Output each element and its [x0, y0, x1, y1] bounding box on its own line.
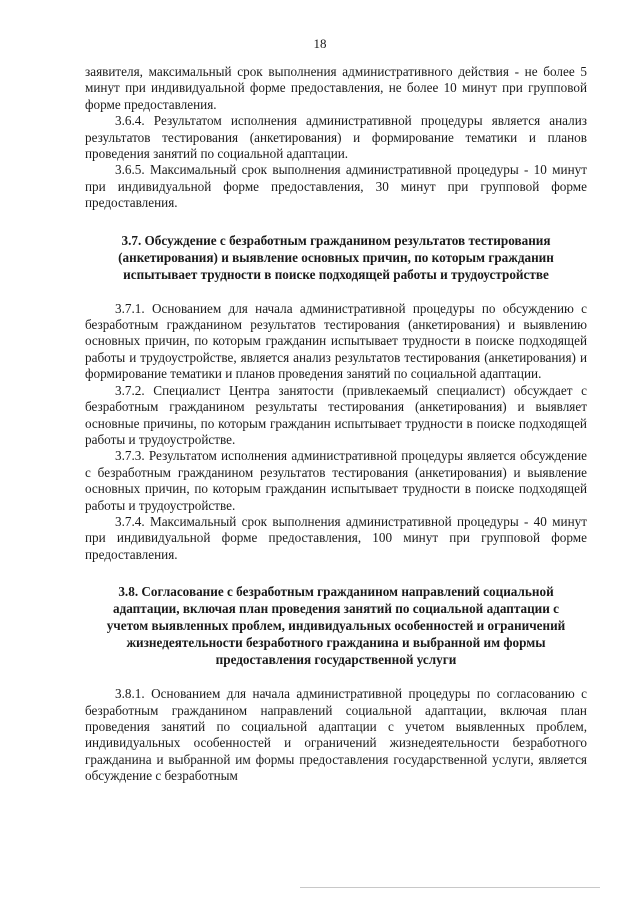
paragraph-3-6-5: 3.6.5. Максимальный срок выполнения административной процедуры - 10 минут при индивидуальной форме предоставления, 30 минут при групповой форме предоставления.: [85, 162, 587, 211]
paragraph-3-8-1: 3.8.1. Основанием для начала административной процедуры по согласованию с безработным гражданином направлений социальной адаптации, включая план проведения занятий по социальной адаптации с учетом выявленных проблем, индивидуальных особенностей и ограничений жизнедеятельности безработного гражданина и выбранной им формы предоставления государственной услуги, является обсуждение с безработным: [85, 686, 587, 784]
section-heading-3-8: 3.8. Согласование с безработным гражданином направлений социальной адаптации, включая план проведения занятий по социальной адаптации с учетом выявленных проблем, индивидуальных особенностей и ограничений жизнедеятельности безработного гражданина и выбранной им формы предоставления государственной услуги: [106, 584, 566, 668]
page-number: 18: [313, 36, 327, 51]
paragraph-3-7-1: 3.7.1. Основанием для начала административной процедуры по обсуждению с безработным гражданином результатов тестирования (анкетирования) и выявлению основных причин, по которым гражданин испытывает трудности в поиске подходящей работы и трудоустройстве, является анализ результатов тестирования (анкетирования) и формирование тематики и планов проведения занятий по социальной адаптации.: [85, 300, 587, 382]
paragraph-3-7-2: 3.7.2. Специалист Центра занятости (привлекаемый специалист) обсуждает с безработным гражданином результаты тестирования (анкетирования) и выявляет основные причины, по которым гражданин испытывает трудности в поиске подходящей работы и трудоустройстве.: [85, 382, 587, 447]
paragraph-3-7-3: 3.7.3. Результатом исполнения административной процедуры является обсуждение с безработным гражданином результатов тестирования (анкетирования) и выявление основных причин, по которым гражданин испытывает трудности в поиске подходящей работы и трудоустройстве.: [85, 448, 587, 513]
footer-divider: [300, 887, 600, 888]
section-heading-3-7: 3.7. Обсуждение с безработным гражданином результатов тестирования (анкетирования) и выявление основных причин, по которым гражданин испытывает трудности в поиске подходящей работы и трудоустройстве: [118, 232, 554, 282]
document-body: [85, 64, 587, 785]
paragraph-3-7-4: 3.7.4. Максимальный срок выполнения административной процедуры - 40 минут при индивидуальной форме предоставления, 100 минут при групповой форме предоставления.: [85, 513, 587, 562]
paragraph: заявителя, максимальный срок выполнения административного действия - не более 5 минут при индивидуальной форме предоставления, не более 10 минут при групповой форме предоставления.: [85, 64, 587, 112]
paragraph-3-6-4: 3.6.4. Результатом исполнения административной процедуры является анализ результатов тестирования (анкетирования) и формирование тематики и планов проведения занятий по социальной адаптации.: [85, 113, 587, 162]
